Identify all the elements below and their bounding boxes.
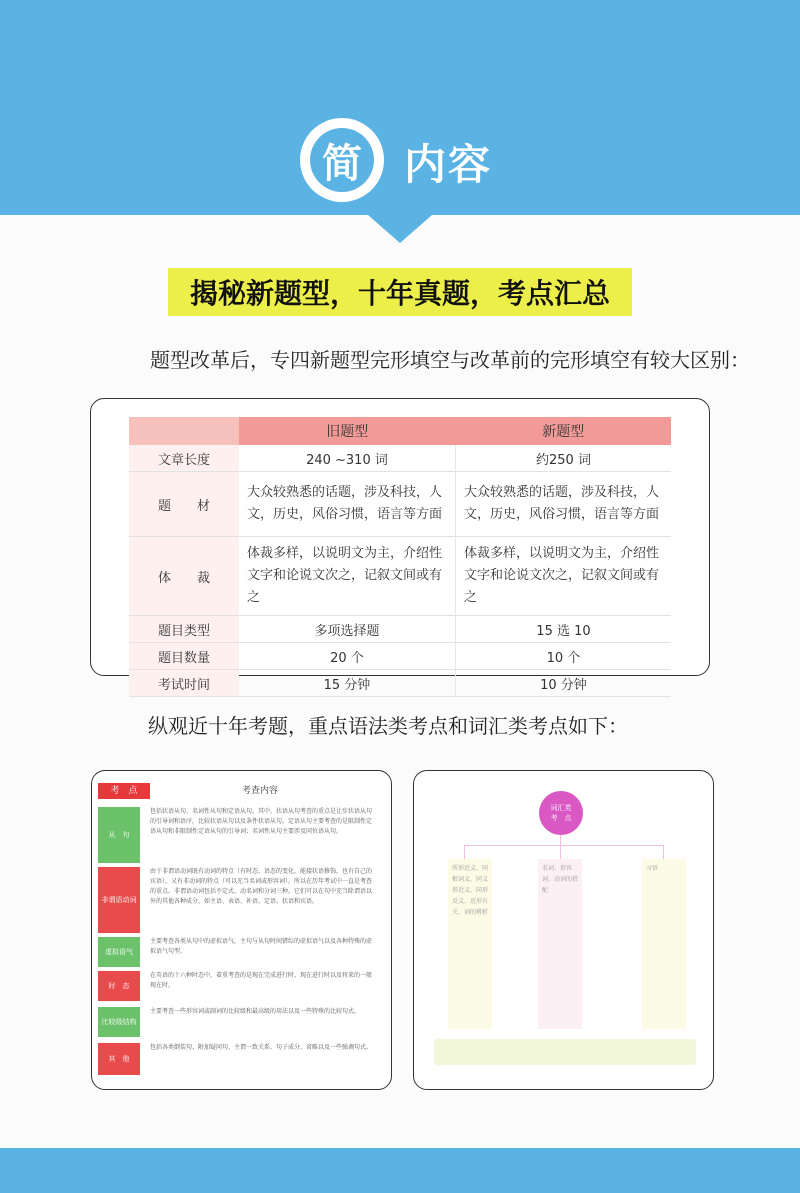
- grammar-tag: 其 他: [98, 1043, 140, 1075]
- grammar-head-label: 考 点: [98, 783, 150, 799]
- grammar-tag: 从 句: [98, 807, 140, 863]
- cell-old: 大众较熟悉的话题，涉及科技，人文，历史，风俗习惯，语言等方面: [239, 472, 455, 537]
- comparison-card: [90, 398, 710, 693]
- grammar-row: [98, 1043, 378, 1075]
- cell-new: 约250 词: [455, 445, 671, 472]
- row-label: 文章长度: [129, 445, 239, 472]
- headline: 揭秘新题型，十年真题，考点汇总: [168, 268, 632, 316]
- grammar-text: 主要考查一些形容词或副词的比较级和最高级的用法以及一些特殊的比较句式。: [150, 1008, 361, 1015]
- connector-right: [663, 845, 664, 859]
- row-label: 题目数量: [129, 643, 239, 670]
- badge-circle: [300, 118, 384, 202]
- header-old: 旧题型: [239, 417, 455, 445]
- banner-notch: [368, 215, 432, 243]
- row-label: 体 裁: [129, 537, 239, 616]
- row-label: 题目类型: [129, 616, 239, 643]
- cell-new: 10 个: [455, 643, 671, 670]
- grammar-row: [98, 1007, 378, 1037]
- decorative-strip: [434, 1039, 696, 1065]
- cell-new: 大众较熟悉的话题，涉及科技，人文，历史，风俗习惯，语言等方面: [455, 472, 671, 537]
- intro-text-1: 题型改革后，专四新题型完形填空与改革前的完形填空有较大区别：: [150, 348, 750, 372]
- grammar-text: 包括状语从句、名词性从句和定语从句。其中，状语从句考查的重点是让步状语从句的引导词和语序，比较状语从句以及条件状语从句。定语从句主要考查的是限制性定语从句和非限制性定语从句的引导词；名词性从句主要涉及同位语从句。: [150, 808, 373, 835]
- vocab-box: 名词、形容词、动词的搭配: [538, 859, 582, 1029]
- intro-text-2: 纵观近十年考题，重点语法类考点和词汇类考点如下：: [148, 714, 628, 738]
- connector-middle: [560, 845, 561, 859]
- grammar-text: 在英语的十六种时态中，着重考查的是现在完成进行时、现在进行时以及将来的一般现在时。: [150, 972, 373, 989]
- grammar-points-card: [91, 770, 392, 1090]
- grammar-text: 主要考查各类从句中的虚拟语气，主句与从句时间错综的虚拟语气以及各种特殊的虚拟语气句型。: [150, 938, 373, 955]
- grammar-tag: 时 态: [98, 971, 140, 1001]
- grammar-tag: 虚拟语气: [98, 937, 140, 967]
- grammar-tag: 比较级结构: [98, 1007, 140, 1037]
- connector-left: [464, 845, 465, 859]
- badge-char: 简: [310, 128, 374, 192]
- header-banner: [0, 0, 800, 215]
- cell-new: 15 选 10: [455, 616, 671, 643]
- cell-new: 10 分钟: [455, 670, 671, 697]
- vocab-box: 所形近义、同根词义、同义形近义、同形反义、近形有关、词的辨析: [448, 859, 492, 1029]
- table-row: [129, 670, 671, 697]
- grammar-row: [98, 937, 378, 967]
- table-row: [129, 537, 671, 616]
- cell-old: 多项选择题: [239, 616, 455, 643]
- cell-old: 240 ~310 词: [239, 445, 455, 472]
- cell-old: 20 个: [239, 643, 455, 670]
- cell-old: 15 分钟: [239, 670, 455, 697]
- connector-horizontal: [464, 845, 664, 846]
- vocab-center-node: 词汇类 考 点: [539, 791, 583, 835]
- vocab-box: 习语: [642, 859, 686, 1029]
- table-row: [129, 616, 671, 643]
- cell-new: 体裁多样，以说明文为主，介绍性文字和论说文次之，记叙文间或有之: [455, 537, 671, 616]
- headline-wrap: [0, 268, 800, 316]
- table-row: [129, 472, 671, 537]
- vocab-points-card: [413, 770, 714, 1090]
- footer-bar: [0, 1148, 800, 1193]
- grammar-tag: 非谓语动词: [98, 867, 140, 933]
- grammar-text: 由于非谓语动词既有动词的特点（有时态、语态的变化，能接状语修饰，也有自己的宾语），又有非动词的特点（可以充当名词或形容词），所以在历年考试中一直是考查的重点。非谓语动词包括不定式、动名词和分词三种。它们可以在句中充当除谓语以外的其他各种成分，如主语、表语、补语、定语、状语和宾语。: [150, 868, 373, 905]
- table-row: [129, 445, 671, 472]
- header-new: 新题型: [455, 417, 671, 445]
- header-corner: [129, 417, 239, 445]
- cell-old: 体裁多样，以说明文为主，介绍性文字和论说文次之，记叙文间或有之: [239, 537, 455, 616]
- banner-title: 内容: [404, 140, 493, 189]
- table-header-row: [129, 417, 671, 445]
- grammar-row: [98, 807, 378, 863]
- table-row: [129, 643, 671, 670]
- row-label: 题 材: [129, 472, 239, 537]
- grammar-head-title: 考查内容: [242, 786, 279, 796]
- row-label: 考试时间: [129, 670, 239, 697]
- grammar-row: [98, 867, 378, 933]
- grammar-row: [98, 971, 378, 1001]
- comparison-table: [129, 417, 671, 697]
- grammar-text: 包括各类倒装句、附加疑问句、主谓一致关系、句子成分、省略以及一些强调句式。: [150, 1044, 373, 1051]
